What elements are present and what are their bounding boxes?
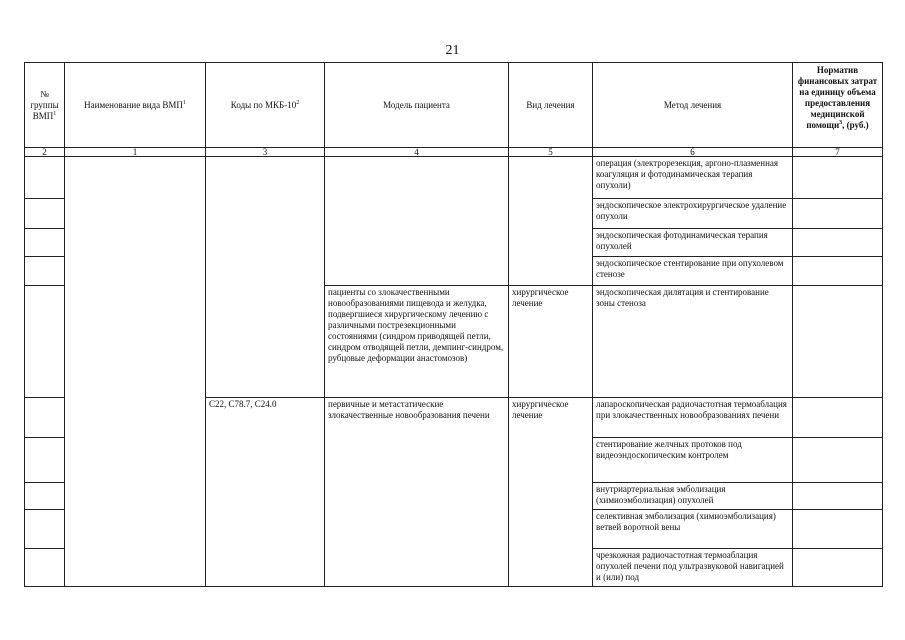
table-row	[25, 157, 883, 199]
group-cell	[25, 199, 65, 229]
icd-codes-cell: C22, C78.7, C24.0	[206, 398, 325, 587]
group-cell	[25, 438, 65, 483]
treatment-method-cell: операция (электрорезекция, аргоно-плазменная коагуляция и фотодинамическая терапия опухоли)	[593, 157, 793, 199]
treatment-type-cell: хирургическое лечение	[509, 286, 593, 398]
treatment-method-cell: эндоскопическое стентирование при опухолевом стенозе	[593, 257, 793, 286]
group-cell	[25, 229, 65, 257]
treatment-method-cell: чрезкожная радиочастотная термоаблация опухолей печени под ультразвуковой навигацией и (или) под	[593, 549, 793, 587]
header-icd-codes: Коды по МКБ-$10^2$	[206, 63, 325, 148]
icd-codes-cell	[206, 157, 325, 398]
treatment-method-cell: селективная эмболизация (химиоэмболизация) ветвей воротной вены	[593, 510, 793, 549]
page-number: 21	[445, 43, 460, 58]
cost-norm-cell	[793, 157, 883, 199]
treatment-type-cell: хирургическое лечение	[509, 398, 593, 587]
patient-model-cell: пациенты со злокачественными новообразованиями пищевода и желудка, подвергшиеся хирургическому лечению с различными пострезекционными состояниями (синдром приводящей петли, синдром отводящей петли, демпинг-синдром, рубцовые деформации анастомозов)	[325, 286, 509, 398]
group-cell	[25, 510, 65, 549]
column-number-row	[25, 148, 883, 157]
cost-norm-cell	[793, 286, 883, 398]
patient-model-cell	[325, 157, 509, 286]
header-vmp-name: Наименование вида ВМП$^1$	[65, 63, 206, 148]
treatment-method-cell: внутриартериальная эмболизация (химиоэмболизация) опухолей	[593, 483, 793, 510]
column-number: 4	[325, 148, 509, 157]
treatment-method-cell: эндоскопическая дилятация и стентирование зоны стеноза	[593, 286, 793, 398]
column-number: 3	[206, 148, 325, 157]
treatment-method-cell: эндоскопическая фотодинамическая терапия опухолей	[593, 229, 793, 257]
group-cell	[25, 286, 65, 398]
header-patient-model: Модель пациента	[325, 63, 509, 148]
header-group-number: № группы ВМП$^1$	[25, 63, 65, 148]
group-cell	[25, 257, 65, 286]
group-cell	[25, 398, 65, 438]
column-number: 6	[593, 148, 793, 157]
group-cell	[25, 549, 65, 587]
column-number: 5	[509, 148, 593, 157]
header-treatment-method: Метод лечения	[593, 63, 793, 148]
cost-norm-cell	[793, 483, 883, 510]
group-cell	[25, 483, 65, 510]
group-cell	[25, 157, 65, 199]
header-row	[25, 63, 883, 148]
column-number: 1	[65, 148, 206, 157]
cost-norm-cell	[793, 438, 883, 483]
header-cost-norm: Норматив финансовых затрат на единицу объема предоставления медицинской помощи$^3$, (руб.)	[793, 63, 883, 148]
cost-norm-cell	[793, 229, 883, 257]
column-number: 2	[25, 148, 65, 157]
vmp-table	[24, 62, 883, 587]
treatment-method-cell: лапароскопическая радиочастотная термоаблация при злокачественных новообразованиях печени	[593, 398, 793, 438]
cost-norm-cell	[793, 510, 883, 549]
cost-norm-cell	[793, 398, 883, 438]
vmp-name-cell	[65, 157, 206, 587]
patient-model-cell: первичные и метастатические злокачественные новообразования печени	[325, 398, 509, 587]
treatment-method-cell: эндоскопическое электрохирургическое удаление опухоли	[593, 199, 793, 229]
treatment-method-cell: стентирование желчных протоков под видеоэндоскопическим контролем	[593, 438, 793, 483]
column-number: 7	[793, 148, 883, 157]
header-treatment-type: Вид лечения	[509, 63, 593, 148]
cost-norm-cell	[793, 199, 883, 229]
treatment-type-cell	[509, 157, 593, 286]
cost-norm-cell	[793, 257, 883, 286]
cost-norm-cell	[793, 549, 883, 587]
